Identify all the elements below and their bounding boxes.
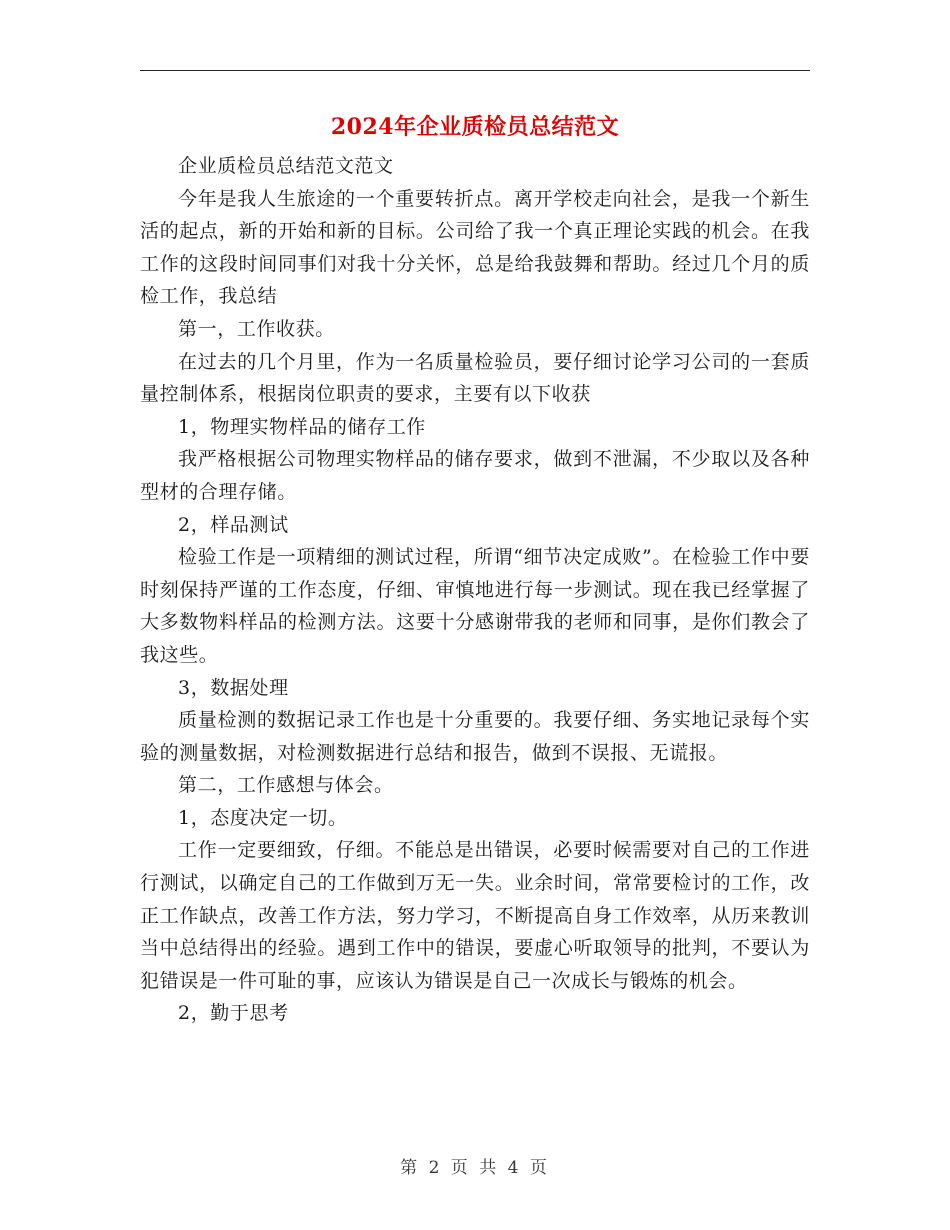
paragraph-intro: 今年是我人生旅途的一个重要转折点。离开学校走向社会，是我一个新生活的起点，新的开始和新的目标。公司给了我一个真正理论实践的机会。在我工作的这段时间同事们对我十分关怀，总是给我鼓舞和帮助。经过几个月的质检工作，我总结 [140, 187, 810, 308]
subheading-attitude: 1，态度决定一切。 [178, 806, 348, 829]
heading-section-2: 第二，工作感想与体会。 [178, 774, 394, 797]
document-body [140, 150, 810, 1030]
subheading-thinking: 2，勤于思考 [178, 1002, 289, 1025]
paragraph-storage: 我严格根据公司物理实物样品的储存要求，做到不泄漏，不少取以及各种型材的合理存储。 [140, 448, 810, 503]
subheading-storage: 1，物理实物样品的储存工作 [178, 415, 426, 438]
paragraph-testing: 检验工作是一项精细的测试过程，所谓“细节决定成败”。在检验工作中要时刻保持严谨的工作态度，仔细、审慎地进行每一步测试。现在我已经掌握了大多数物料样品的检测方法。这要十分感谢带我的老师和同事，是你们教会了我这些。 [140, 546, 810, 666]
subheading-testing: 2，样品测试 [178, 513, 289, 536]
document-title: 2024年企业质检员总结范文 [330, 114, 620, 140]
paragraph-attitude: 工作一定要细致，仔细。不能总是出错误，必要时候需要对自己的工作进行测试，以确定自己的工作做到万无一失。业余时间，常常要检讨的工作，改正工作缺点，改善工作方法，努力学习，不断提高自身工作效率，从历来教训当中总结得出的经验。遇到工作中的错误，要虚心听取领导的批判，不要认为犯错误是一件可耻的事，应该认为错误是自己一次成长与锻炼的机会。 [140, 839, 810, 992]
page-footer: 第 2 页 共 4 页 [400, 1158, 550, 1178]
paragraph-data: 质量检测的数据记录工作也是十分重要的。我要仔细、务实地记录每个实验的测量数据，对检测数据进行总结和报告，做到不误报、无谎报。 [140, 709, 810, 764]
paragraph-gains: 在过去的几个月里，作为一名质量检验员，要仔细讨论学习公司的一套质量控制体系，根据岗位职责的要求，主要有以下收获 [140, 350, 810, 406]
paragraph-subtitle: 企业质检员总结范文范文 [178, 155, 394, 177]
heading-section-1: 第一，工作收获。 [178, 317, 335, 340]
subheading-data: 3，数据处理 [178, 676, 289, 699]
header-rule [140, 70, 810, 71]
